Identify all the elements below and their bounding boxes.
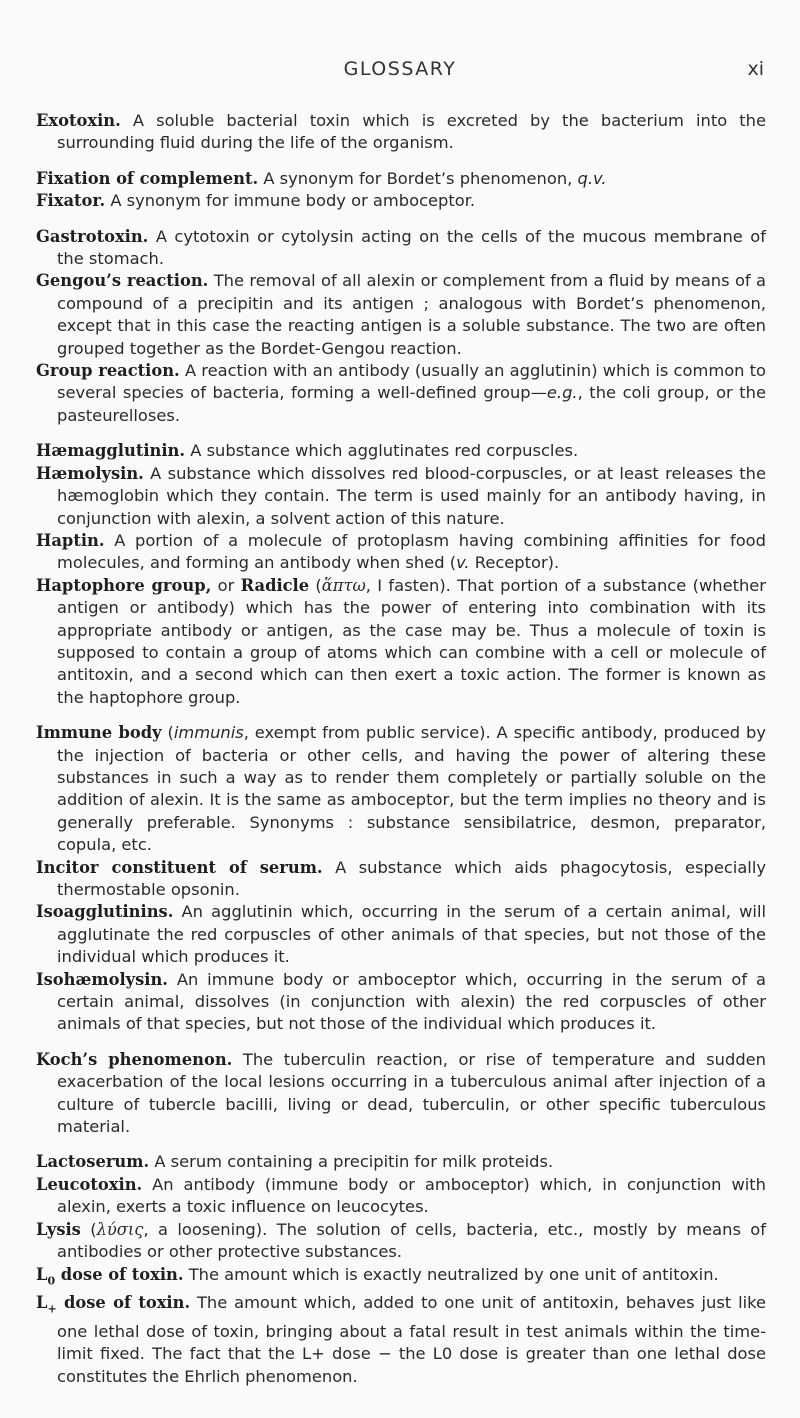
- glossary-entry-haemolysin: [36, 463, 766, 530]
- glossary-entry-haptophore-group: Haptophore group, or Radicle (ἅπτω, I fasten). That portion of a substance (whether antigen or antibody) which has the power of entering into combination with its appropriate antibody or antigen, as the case may be. Thus a molecule of toxin is supposed to contain a group of atoms which can combine with a cell or molecule of antitoxin, and a second which can then exert a toxic action. The former is known as the haptophore group.: [36, 575, 767, 707]
- entry-term-connector: or: [217, 575, 235, 595]
- entry-definition: a loosening). The solution of cells, bacteria, etc., mostly by means of antibodies or other protective substances.: [57, 1219, 766, 1262]
- entry-definition: An agglutinin which, occurring in the serum of a certain animal, will agglutinate the red corpuscles of other animals of that species, but not those of the individual which produces it.: [57, 902, 766, 967]
- entry-term: Isoagglutinins.: [36, 902, 174, 922]
- entry-reference: v.: [456, 553, 470, 573]
- glossary-entry-haemagglutinin: [36, 440, 766, 462]
- glossary-entry-haptin: [36, 530, 766, 575]
- entry-term: Fixation of complement.: [36, 168, 259, 188]
- entry-definition: The amount which is exactly neutralized by one unit of antitoxin.: [188, 1264, 719, 1284]
- entry-definition: A cytotoxin or cytolysin acting on the cells of the mucous membrane of the stomach.: [57, 226, 766, 269]
- entry-term: Gengou’s reaction.: [36, 271, 209, 291]
- entry-term: $L_0$ dose of toxin.: [36, 1264, 184, 1287]
- glossary-entry-exotoxin: [36, 110, 766, 155]
- glossary-entry-isoagglutinins: [36, 901, 766, 968]
- entry-term: Lactoserum.: [36, 1152, 150, 1172]
- entry-term: Fixator.: [36, 191, 106, 211]
- entry-definition: A substance which dissolves red blood-corpuscles, or at least releases the hæmoglobin which they contain. The term is used mainly for an antibody having, in conjunction with alexin, a solvent action of this nature.: [57, 463, 766, 528]
- entry-definition-tail: Receptor).: [469, 553, 560, 573]
- entry-term: Koch’s phenomenon.: [36, 1049, 233, 1069]
- entry-term: $L_+$ dose of toxin.: [36, 1293, 191, 1316]
- entry-term: Group reaction.: [36, 361, 180, 381]
- entry-term: Lysis: [36, 1219, 81, 1239]
- entry-term: Isohæmolysin.: [36, 969, 168, 989]
- entry-term: Incitor constituent of serum.: [36, 857, 323, 877]
- entry-term: Exotoxin.: [36, 111, 121, 130]
- glossary-entry-group-reaction: [36, 360, 766, 427]
- entry-definition: A synonym for immune body or amboceptor.: [110, 191, 476, 211]
- entry-definition: A soluble bacterial toxin which is excreted by the bacterium into the surrounding fluid during the life of the organism.: [57, 111, 766, 153]
- glossary-entry-gengous-reaction: [36, 270, 766, 360]
- glossary-entry-immune-body: Immune body (immunis, exempt from public service). A specific antibody, produced by the injection of bacteria or other cells, and having the power of altering these substances in such a way as to render them completely or partially soluble on the addition of alexin. It is the same as amboceptor, but the term implies no theory and is generally preferable. Synonyms : substance sensibilatrice, desmon, preparator, copula, etc.: [36, 723, 766, 855]
- entry-definition: I fasten). That portion of a substance (whether antigen or antibody) which has the power of entering into combination with its appropriate antibody or antigen, as the case may be. Thus a molecule of toxin is supposed to contain a group of atoms which can combine with a cell or molecule of antitoxin, and a second which can then exert a toxic action. The former is known as the haptophore group.: [57, 575, 767, 707]
- entry-definition: An antibody (immune body or amboceptor) which, in conjunction with alexin, exerts a toxic influence on leucocytes.: [57, 1174, 766, 1217]
- entry-term: Hæmolysin.: [36, 463, 144, 483]
- entry-definition: The amount which, added to one unit of antitoxin, behaves just like one lethal dose of toxin, bringing about a fatal result in test animals within the time-limit fixed. The fact that the L+ dose − the L0 dose is greater than one lethal dose constitutes the Ehrlich phenomenon.: [57, 1293, 766, 1386]
- entry-definition: A reaction with an antibody (usually an agglutinin) which is common to several species of bacteria, forming a well-defined group—: [57, 361, 767, 403]
- entry-definition: An immune body or amboceptor which, occurring in the serum of a certain animal, dissolves (in conjunction with alexin) the red corpuscles of other animals of that species, but not those of the individual which produces it.: [57, 969, 766, 1034]
- glossary-entry-fixator: [36, 190, 766, 212]
- glossary-entry-gastrotoxin: [36, 226, 766, 271]
- entry-term: Haptin.: [36, 530, 105, 550]
- entry-term: Haptophore group,: [36, 575, 212, 595]
- glossary-entry-fixation-of-complement: [36, 168, 766, 190]
- page-header: [0, 58, 800, 86]
- entry-term: Gastrotoxin.: [36, 226, 149, 246]
- entry-definition: A portion of a molecule of protoplasm having combining affinities for food molecules, and forming an antibody when shed (: [57, 530, 766, 573]
- entry-definition: The tuberculin reaction, or rise of temperature and sudden exacerbation of the local lesions occurring in a tuberculous animal after injection of a culture of tubercle bacilli, living or dead, tuberculin, or other specific tuberculous material.: [57, 1049, 766, 1137]
- glossary-entry-incitor-constituent: [36, 857, 766, 902]
- entry-definition: A serum containing a precipitin for milk proteids.: [154, 1152, 554, 1172]
- entry-definition: A synonym for Bordet’s phenomenon,: [263, 168, 573, 188]
- running-title: GLOSSARY: [343, 58, 457, 80]
- entry-definition: A substance which aids phagocytosis, especially thermostable opsonin.: [57, 857, 766, 899]
- glossary-entry-l0-dose: [36, 1264, 766, 1293]
- entry-term: Leucotoxin.: [36, 1174, 143, 1194]
- entry-definition-tail: , the coli group, or the pasteurelloses.: [57, 383, 766, 425]
- entry-term: Hæmagglutinin.: [36, 441, 186, 461]
- glossary-entry-lplus-dose: [36, 1292, 766, 1388]
- glossary-entry-lysis: Lysis (λύσις, a loosening). The solution of cells, bacteria, etc., mostly by means of antibodies or other protective substances.: [36, 1219, 766, 1262]
- entry-etymology: ἅπτω: [321, 575, 366, 595]
- glossary-entry-kochs-phenomenon: [36, 1049, 766, 1139]
- entry-definition: exempt from public service). A specific antibody, produced by the injection of bacteria or other cells, and having the power of altering these substances in such a way as to render them completely or partially soluble on the addition of alexin. It is the same as amboceptor, but the term implies no theory and is generally preferable. Synonyms : substance sensibilatrice, desmon, preparator, copula, etc.: [57, 723, 766, 855]
- glossary-entries: [36, 110, 766, 1388]
- entry-etymology: λύσις: [96, 1219, 144, 1239]
- glossary-entry-lactoserum: [36, 1151, 766, 1173]
- entry-abbreviation: e.g.: [546, 383, 578, 403]
- entry-term-alternate: Radicle: [240, 575, 310, 595]
- entry-definition: A substance which agglutinates red corpuscles.: [190, 441, 579, 461]
- entry-reference: q.v.: [577, 168, 607, 188]
- entry-definition: The removal of all alexin or complement from a fluid by means of a compound of a precipitin and its antigen ; analogous with Bordet’s phenomenon, except that in this case the reacting antigen is a soluble substance. The two are often grouped together as the Bordet-Gengou reaction.: [57, 271, 766, 358]
- glossary-entry-isohaemolysin: [36, 969, 766, 1036]
- entry-etymology: immunis: [173, 723, 244, 743]
- page-number: xi: [747, 58, 764, 80]
- glossary-entry-leucotoxin: [36, 1174, 766, 1219]
- entry-term: Immune body: [36, 723, 162, 743]
